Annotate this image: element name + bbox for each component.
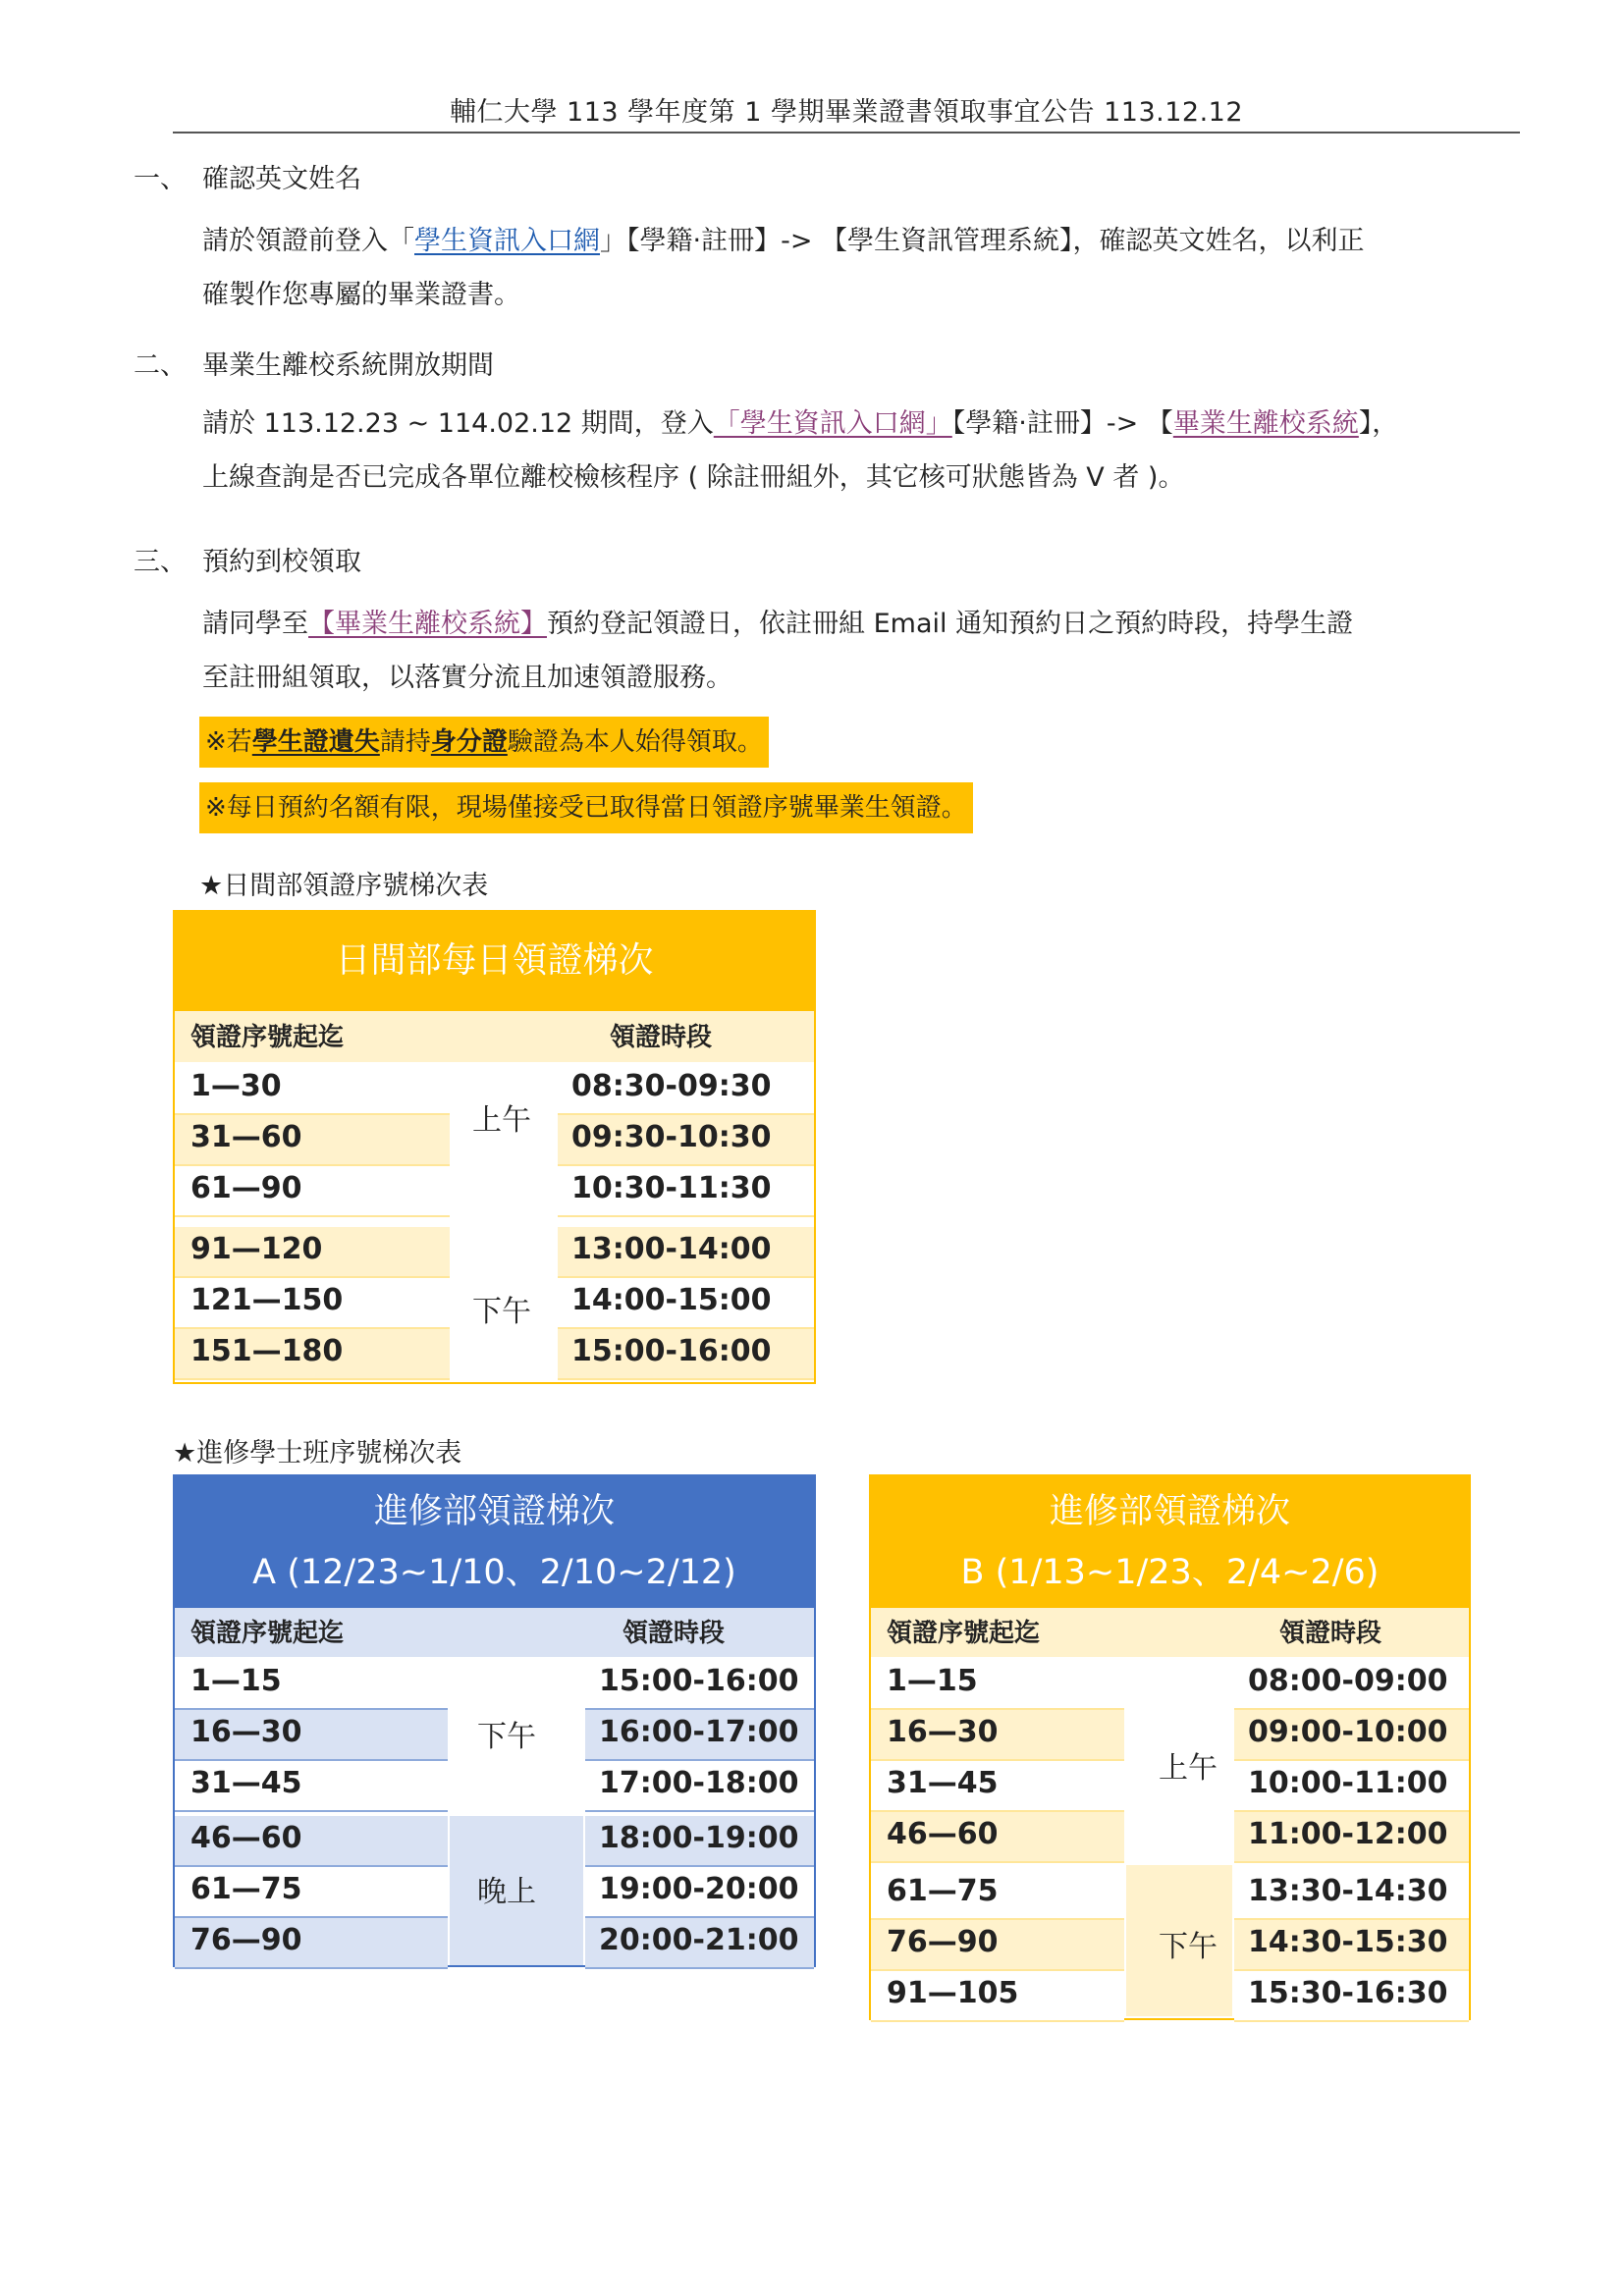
table-b-col-range: 領證序號起迄: [887, 1619, 1041, 1648]
table-a-col-time: 領證時段: [623, 1619, 726, 1648]
row-time: 15:00-16:00: [599, 1664, 799, 1698]
row-time: 18:00-19:00: [599, 1821, 799, 1855]
row-range: 16—30: [190, 1715, 302, 1749]
row-range: 61—90: [190, 1171, 302, 1205]
note-1-emph-2: 身分證: [430, 727, 508, 757]
section-2-paragraph: [202, 397, 1518, 505]
row-range: 91—120: [190, 1232, 323, 1266]
row-time: 17:00-18:00: [599, 1766, 799, 1800]
row-time: 10:30-11:30: [571, 1171, 772, 1205]
row-range: 31—45: [887, 1766, 999, 1800]
section-2-text-line2: 上線查詢是否已完成各單位離校檢核程序 ( 除註冊組外，其它核可狀態皆為 V 者 )。: [202, 462, 1185, 493]
section-1-text-line2: 確製作您專屬的畢業證書。: [202, 280, 520, 310]
note-lost-id: [199, 717, 769, 768]
row-range: 31—60: [190, 1120, 302, 1154]
section-2-heading: [134, 344, 494, 382]
row-range: 76—90: [887, 1925, 999, 1959]
section-1-paragraph: [202, 214, 1518, 322]
table-b-col-time: 領證時段: [1279, 1619, 1382, 1648]
note-daily-quota: [199, 782, 973, 833]
table-a-col-range: 領證序號起迄: [190, 1619, 345, 1648]
row-range: 1—30: [190, 1069, 282, 1103]
row-range: 76—90: [190, 1923, 302, 1957]
table-b-header-dates: B (1/13~1/23、2/4~2/6): [960, 1553, 1380, 1592]
note-1-text-2: 請持: [379, 727, 431, 757]
row-time: 14:30-15:30: [1248, 1925, 1448, 1959]
row-time: 09:30-10:30: [571, 1120, 772, 1154]
row-range: 61—75: [887, 1874, 999, 1908]
row-time: 19:00-20:00: [599, 1872, 799, 1906]
evening-table-a: [173, 1474, 816, 1967]
day-table-header: 日間部每日領證梯次: [173, 910, 816, 1011]
evening-table-caption: ★進修學士班序號梯次表: [173, 1438, 462, 1468]
row-time: 15:30-16:30: [1248, 1976, 1448, 2010]
row-range: 1—15: [887, 1664, 978, 1698]
student-portal-link[interactable]: 學生資訊入口網: [414, 226, 600, 256]
title-rule: [173, 132, 1520, 133]
graduate-leave-system-link[interactable]: 畢業生離校系統: [1172, 408, 1359, 439]
row-range: 61—75: [190, 1872, 302, 1906]
day-schedule-table: [173, 910, 816, 1384]
section-3-number: 三、: [134, 547, 187, 577]
note-1-emph-1: 學生證遺失: [251, 727, 380, 757]
row-range: 46—60: [190, 1821, 302, 1855]
section-3-text-line2: 至註冊組領取，以落實分流且加速領證服務。: [202, 663, 732, 693]
row-range: 121—150: [190, 1283, 344, 1317]
row-time: 20:00-21:00: [599, 1923, 799, 1957]
row-range: 151—180: [190, 1334, 344, 1368]
note-2-text: ※每日預約名額有限，現場僅接受已取得當日領證序號畢業生領證。: [205, 793, 967, 823]
section-1-number: 一、: [134, 164, 187, 194]
table-b-header-title: 進修部領證梯次: [1049, 1492, 1290, 1531]
page-title: 輔仁大學 113 學年度第 1 學期畢業證書領取事宜公告 113.12.12: [449, 97, 1244, 128]
section-1-title: 確認英文姓名: [202, 164, 361, 194]
note-1-text: ※若: [205, 727, 252, 757]
section-1-text-cont: 」【學籍‧註冊】-> 【學生資訊管理系統】，確認英文姓名，以利正: [600, 226, 1365, 256]
section-3-heading: [134, 540, 361, 578]
row-range: 31—45: [190, 1766, 302, 1800]
row-time: 16:00-17:00: [599, 1715, 799, 1749]
section-3-title: 預約到校領取: [202, 547, 361, 577]
section-1-heading: [134, 157, 361, 195]
section-2-text-cont: 【學籍‧註冊】-> 【: [951, 408, 1173, 439]
row-time: 14:00-15:00: [571, 1283, 772, 1317]
section-2-number: 二、: [134, 350, 187, 381]
row-time: 08:00-09:00: [1248, 1664, 1448, 1698]
row-time: 15:00-16:00: [571, 1334, 772, 1368]
table-a-period-afternoon: 下午: [477, 1720, 536, 1754]
row-time: 10:00-11:00: [1248, 1766, 1448, 1800]
row-range: 46—60: [887, 1817, 999, 1851]
day-period-am: 上午: [472, 1103, 531, 1138]
section-1-text: 請於領證前登入「: [202, 226, 414, 256]
row-range: 1—15: [190, 1664, 282, 1698]
row-time: 09:00-10:00: [1248, 1715, 1448, 1749]
day-period-pm: 下午: [472, 1295, 531, 1329]
row-range: 16—30: [887, 1715, 999, 1749]
evening-table-b: [869, 1474, 1471, 2020]
row-time: 13:00-14:00: [571, 1232, 772, 1266]
row-time: 11:00-12:00: [1248, 1817, 1448, 1851]
row-range: 91—105: [887, 1976, 1019, 2010]
day-col-time: 領證時段: [610, 1023, 713, 1052]
day-col-range: 領證序號起迄: [190, 1023, 345, 1052]
section-2-text: 請於 113.12.23 ~ 114.02.12 期間，登入: [202, 408, 714, 439]
table-a-header-title: 進修部領證梯次: [373, 1492, 615, 1531]
graduate-leave-system-link-2[interactable]: 【畢業生離校系統】: [308, 609, 547, 639]
table-a-period-evening: 晚上: [477, 1875, 536, 1909]
section-2-title: 畢業生離校系統開放期間: [202, 350, 494, 381]
row-time: 08:30-09:30: [571, 1069, 772, 1103]
section-3-paragraph: [202, 597, 1518, 705]
student-portal-link-2[interactable]: 「學生資訊入口網」: [713, 408, 952, 439]
table-a-header-dates: A (12/23~1/10、2/10~2/12): [252, 1553, 736, 1592]
section-2-text-end: 】，: [1358, 408, 1399, 439]
row-time: 13:30-14:30: [1248, 1874, 1448, 1908]
section-3-text-cont: 預約登記領證日，依註冊組 Email 通知預約日之預約時段，持學生證: [547, 609, 1354, 639]
table-b-period-afternoon: 下午: [1159, 1930, 1218, 1964]
day-table-caption: ★日間部領證序號梯次表: [199, 871, 489, 901]
section-3-text: 請同學至: [202, 609, 308, 639]
table-b-period-morning: 上午: [1159, 1751, 1218, 1786]
note-1-text-3: 驗證為本人始得領取。: [507, 727, 763, 757]
